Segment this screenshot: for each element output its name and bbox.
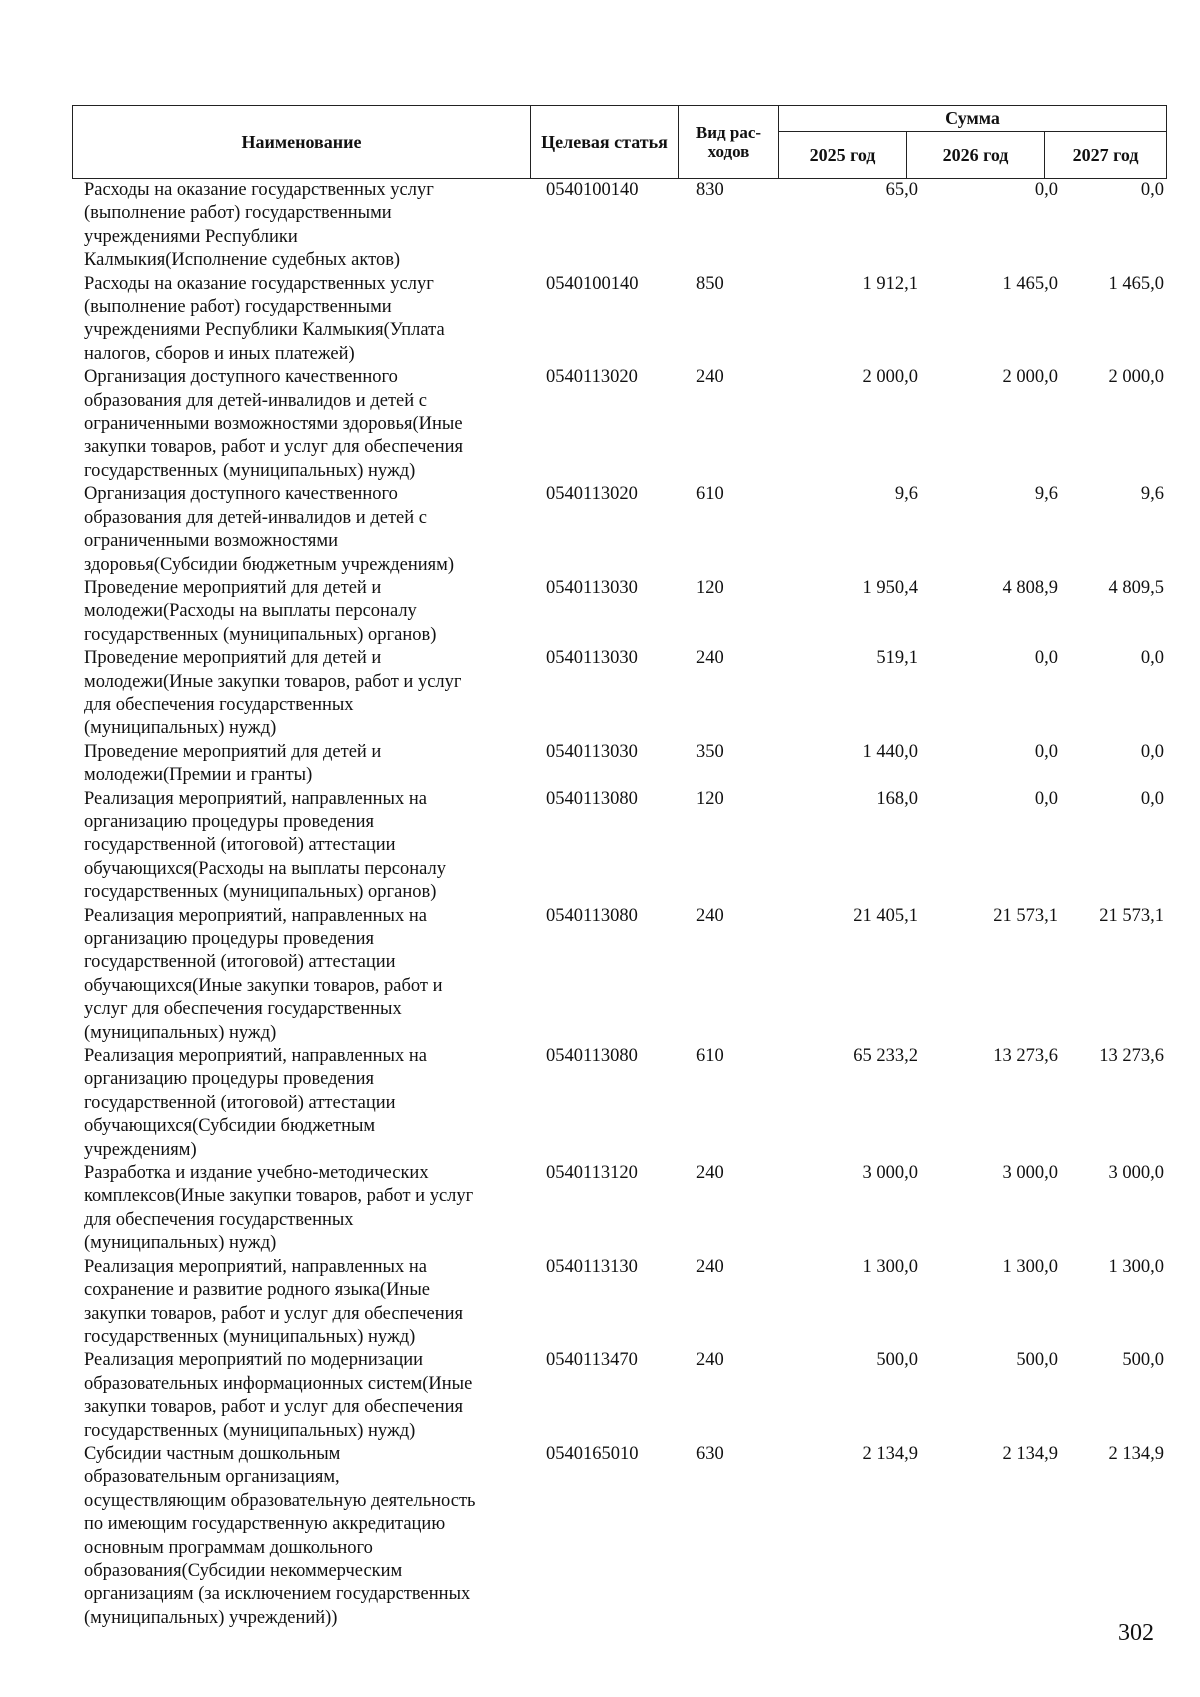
row-name-line: комплексов(Иные закупки товаров, работ и услуг (84, 1186, 474, 1207)
row-target-code: 0540113030 (546, 648, 638, 669)
row-name-line: Расходы на оказание государственных услуг (84, 273, 434, 294)
row-name-line: Субсидии частным дошкольным (84, 1443, 341, 1464)
row-name (72, 273, 530, 367)
table-body (72, 179, 1166, 1630)
row-name (72, 1162, 530, 1256)
row-name (72, 1256, 530, 1350)
row-name (72, 1045, 530, 1162)
row-name (72, 788, 530, 905)
row-name-line: (муниципальных) нужд) (84, 718, 277, 739)
row-name (72, 1443, 530, 1630)
row-sum-2027: 9,6 (1140, 484, 1164, 505)
row-target-code: 0540113080 (546, 905, 638, 926)
row-name-line: ограниченными возможностями (84, 531, 339, 552)
row-sum-2026: 13 273,6 (993, 1046, 1058, 1067)
row-sum-2026: 2 000,0 (1002, 367, 1058, 388)
row-target-code: 0540113020 (546, 367, 638, 388)
row-sum-2026: 0,0 (1034, 648, 1058, 669)
row-name-line: учреждениями Республики Калмыкия(Уплата (84, 320, 445, 341)
row-sum-2027: 3 000,0 (1108, 1163, 1164, 1184)
row-sum-2025: 1 912,1 (862, 273, 918, 294)
row-sum-2025: 2 000,0 (862, 367, 918, 388)
row-expense-type: 610 (696, 1046, 724, 1067)
row-name (72, 366, 530, 483)
row-name-line: ограниченными возможностями здоровья(Иные (84, 414, 463, 435)
row-sum-2025: 65,0 (885, 180, 918, 200)
row-sum-2027: 2 000,0 (1108, 367, 1164, 388)
row-sum-2025: 9,6 (894, 484, 918, 505)
row-sum-2027: 0,0 (1140, 648, 1164, 669)
budget-sheet (72, 105, 1166, 1630)
row-sum-2027: 1 465,0 (1108, 273, 1164, 294)
row-name-line: основным программам дошкольного (84, 1537, 373, 1558)
row-expense-type: 240 (696, 1350, 724, 1371)
row-name-line: образования для детей-инвалидов и детей с (84, 390, 427, 411)
header-year-2027: 2027 год (1045, 132, 1167, 179)
header-code: Целевая статья (531, 106, 679, 179)
row-name-line: обучающихся(Расходы на выплаты персоналу (84, 858, 446, 879)
row-name-line: молодежи(Премии и гранты) (84, 765, 313, 786)
row-sum-2027: 4 809,5 (1108, 577, 1164, 598)
row-name (72, 647, 530, 741)
table-row (72, 1162, 1166, 1256)
row-name-line: закупки товаров, работ и услуг для обеспечения (84, 1397, 464, 1418)
row-target-code: 0540113080 (546, 1046, 638, 1067)
row-name-line: Проведение мероприятий для детей и (84, 577, 382, 598)
row-name-line: образования(Субсидии некоммерческим (84, 1560, 403, 1581)
row-name (72, 905, 530, 1045)
row-name-line: образовательным организациям, (84, 1467, 340, 1488)
header-year-2026: 2026 год (907, 132, 1045, 179)
row-name-line: Расходы на оказание государственных услуг (84, 180, 434, 200)
row-name-line: обучающихся(Иные закупки товаров, работ и (84, 975, 443, 996)
table-row (72, 1443, 1166, 1630)
row-sum-2026: 1 300,0 (1002, 1256, 1058, 1277)
row-name-line: молодежи(Расходы на выплаты персоналу (84, 601, 417, 622)
row-target-code: 0540113030 (546, 577, 638, 598)
row-sum-2026: 1 465,0 (1002, 273, 1058, 294)
table-header (72, 105, 1167, 179)
row-name-line: государственной (итоговой) аттестации (84, 952, 396, 973)
row-target-code: 0540100140 (546, 273, 639, 294)
row-name-line: Организация доступного качественного (84, 484, 398, 505)
row-sum-2025: 65 233,2 (853, 1046, 918, 1067)
row-name-line: Реализация мероприятий по модернизации (84, 1350, 424, 1371)
row-name (72, 741, 530, 788)
row-name-line: Калмыкия(Исполнение судебных актов) (84, 250, 401, 271)
row-target-code: 0540113130 (546, 1256, 638, 1277)
table-row (72, 273, 1166, 367)
row-name-line: по имеющим государственную аккредитацию (84, 1514, 446, 1535)
row-name (72, 483, 530, 577)
row-name-line: организацию процедуры проведения (84, 811, 375, 832)
row-sum-2026: 3 000,0 (1002, 1163, 1058, 1184)
row-sum-2026: 2 134,9 (1002, 1443, 1058, 1464)
row-sum-2026: 0,0 (1034, 788, 1058, 809)
table-row (72, 647, 1166, 741)
row-name-line: организацию процедуры проведения (84, 1069, 375, 1090)
row-sum-2027: 0,0 (1140, 788, 1164, 809)
row-name-line: закупки товаров, работ и услуг для обеспечения (84, 1303, 464, 1324)
row-expense-type: 120 (696, 788, 724, 809)
row-name-line: сохранение и развитие родного языка(Иные (84, 1280, 430, 1301)
row-sum-2027: 0,0 (1140, 741, 1164, 762)
row-name-line: налогов, сборов и иных платежей) (84, 343, 355, 364)
row-name-line: (муниципальных) нужд) (84, 1233, 277, 1254)
row-target-code: 0540113020 (546, 484, 638, 505)
row-sum-2026: 500,0 (1016, 1350, 1058, 1371)
table-row (72, 483, 1166, 577)
row-name-line: Реализация мероприятий, направленных на (84, 788, 427, 809)
header-name: Наименование (73, 106, 531, 179)
row-name-line: государственных (муниципальных) нужд) (84, 1420, 416, 1441)
row-name-line: учреждениям) (84, 1139, 197, 1160)
row-name-line: организациям (за исключением государственных (84, 1584, 471, 1605)
table-row (72, 179, 1166, 273)
row-name-line: закупки товаров, работ и услуг для обеспечения (84, 437, 464, 458)
row-sum-2027: 21 573,1 (1099, 905, 1164, 926)
row-sum-2025: 1 950,4 (862, 577, 918, 598)
row-target-code: 0540113470 (546, 1350, 638, 1371)
row-name-line: (выполнение работ) государственными (84, 297, 392, 318)
row-expense-type: 240 (696, 1256, 724, 1277)
row-name-line: Реализация мероприятий, направленных на (84, 905, 427, 926)
row-sum-2025: 1 300,0 (862, 1256, 918, 1277)
row-name-line: Реализация мероприятий, направленных на (84, 1046, 427, 1067)
row-expense-type: 240 (696, 1163, 724, 1184)
row-name-line: услуг для обеспечения государственных (84, 999, 402, 1020)
row-sum-2025: 2 134,9 (862, 1443, 918, 1464)
row-sum-2027: 13 273,6 (1099, 1046, 1164, 1067)
row-expense-type: 240 (696, 648, 724, 669)
table-row (72, 1349, 1166, 1443)
row-expense-type: 630 (696, 1443, 724, 1464)
row-name-line: Проведение мероприятий для детей и (84, 741, 382, 762)
row-name-line: учреждениями Республики (84, 226, 298, 247)
row-name-line: для обеспечения государственных (84, 694, 354, 715)
row-name-line: Реализация мероприятий, направленных на (84, 1256, 427, 1277)
table-row (72, 366, 1166, 483)
row-expense-type: 240 (696, 905, 724, 926)
row-name-line: государственных (муниципальных) органов) (84, 882, 437, 903)
row-target-code: 0540113080 (546, 788, 638, 809)
row-sum-2025: 168,0 (876, 788, 918, 809)
table-row (72, 788, 1166, 905)
row-name-line: организацию процедуры проведения (84, 929, 375, 949)
row-name-line: государственных (муниципальных) органов) (84, 624, 437, 645)
row-sum-2027: 2 134,9 (1108, 1443, 1164, 1464)
row-name-line: осуществляющим образовательную деятельность (84, 1490, 476, 1511)
header-sum: Сумма (779, 106, 1167, 132)
row-target-code: 0540113030 (546, 741, 638, 762)
row-expense-type: 610 (696, 484, 724, 505)
row-name (72, 1349, 530, 1443)
row-name (72, 179, 530, 273)
row-name-line: Проведение мероприятий для детей и (84, 648, 382, 669)
row-target-code: 0540165010 (546, 1443, 639, 1464)
row-sum-2026: 4 808,9 (1002, 577, 1058, 598)
row-name-line: здоровья(Субсидии бюджетным учреждениям) (84, 554, 455, 575)
header-year-2025: 2025 год (779, 132, 907, 179)
row-sum-2026: 0,0 (1034, 180, 1058, 200)
row-expense-type: 120 (696, 577, 724, 598)
row-expense-type: 830 (696, 180, 724, 200)
row-name-line: (муниципальных) нужд) (84, 1022, 277, 1043)
row-expense-type: 240 (696, 367, 724, 388)
row-name-line: для обеспечения государственных (84, 1209, 354, 1230)
row-sum-2025: 500,0 (876, 1350, 918, 1371)
table-row (72, 1256, 1166, 1350)
row-name (72, 577, 530, 647)
row-expense-type: 350 (696, 741, 724, 762)
row-sum-2027: 1 300,0 (1108, 1256, 1164, 1277)
row-sum-2027: 500,0 (1122, 1350, 1164, 1371)
row-name-line: Разработка и издание учебно-методических (84, 1163, 429, 1184)
row-name-line: государственных (муниципальных) нужд) (84, 460, 416, 481)
table-row (72, 741, 1166, 788)
row-sum-2027: 0,0 (1140, 180, 1164, 200)
row-name-line: (выполнение работ) государственными (84, 203, 392, 224)
row-sum-2026: 9,6 (1034, 484, 1058, 505)
row-sum-2025: 1 440,0 (862, 741, 918, 762)
header-vid: Вид рас-ходов (679, 106, 779, 179)
row-sum-2025: 21 405,1 (853, 905, 918, 926)
row-name-line: государственной (итоговой) аттестации (84, 1092, 396, 1113)
row-name-line: обучающихся(Субсидии бюджетным (84, 1116, 376, 1137)
row-sum-2025: 3 000,0 (862, 1163, 918, 1184)
row-name-line: (муниципальных) учреждений)) (84, 1607, 338, 1628)
row-name-line: государственной (итоговой) аттестации (84, 835, 396, 856)
row-name-line: молодежи(Иные закупки товаров, работ и услуг (84, 671, 462, 692)
row-name-line: Организация доступного качественного (84, 367, 398, 388)
page-number: 302 (1118, 1620, 1154, 1646)
row-target-code: 0540100140 (546, 180, 639, 200)
row-name-line: государственных (муниципальных) нужд) (84, 1326, 416, 1347)
row-sum-2025: 519,1 (876, 648, 918, 669)
table-row (72, 905, 1166, 1045)
row-expense-type: 850 (696, 273, 724, 294)
table-row (72, 1045, 1166, 1162)
row-name-line: образования для детей-инвалидов и детей с (84, 507, 427, 528)
row-sum-2026: 21 573,1 (993, 905, 1058, 926)
row-name-line: образовательных информационных систем(Иные (84, 1373, 473, 1394)
row-target-code: 0540113120 (546, 1163, 638, 1184)
row-sum-2026: 0,0 (1034, 741, 1058, 762)
table-row (72, 577, 1166, 647)
